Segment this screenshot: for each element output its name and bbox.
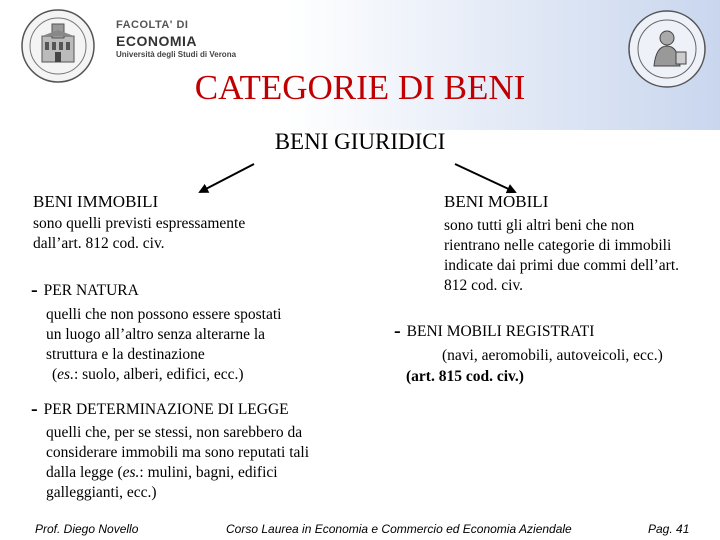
- arrow-to-mobili: [455, 164, 515, 192]
- per-legge-bullet: [31, 398, 289, 421]
- footer-page-number: Pag. 41: [648, 522, 690, 536]
- per-legge-line: quelli che, per se stessi, non sarebbero da: [46, 424, 303, 441]
- per-natura-example: [46, 365, 281, 385]
- per-legge-line: [46, 463, 309, 483]
- per-legge-text: [46, 423, 309, 503]
- immobili-desc-line: sono quelli previsti espressamente: [33, 215, 246, 232]
- university-name: Università degli Studi di Verona: [116, 50, 237, 59]
- mobili-registrati-heading: BENI MOBILI REGISTRATI: [406, 323, 595, 340]
- faculty-name: ECONOMIA: [116, 33, 197, 49]
- per-legge-line: considerare immobili ma sono reputati tali: [46, 444, 310, 461]
- es-abbrev: es.: [122, 464, 140, 481]
- mobili-registrati-reference: (art. 815 cod. civ.): [406, 368, 524, 385]
- per-legge-line: galleggianti, ecc.): [46, 484, 157, 501]
- mobili-registrati-bullet: [394, 320, 594, 343]
- arrow-to-immobili: [200, 164, 254, 192]
- mobili-desc-line: rientrano nelle categorie di immobili: [444, 237, 672, 254]
- mobili-desc-line: 812 cod. civ.: [444, 277, 524, 294]
- law-text: : mulini, bagni, edifici: [139, 464, 278, 481]
- mobili-desc-line: sono tutti gli altri beni che non: [444, 217, 635, 234]
- mobili-desc-line: indicate dai primi due commi dell’art.: [444, 257, 680, 274]
- immobili-desc-line: dall’art. 812 cod. civ.: [33, 235, 165, 252]
- mobili-description: [444, 216, 679, 296]
- immobili-description: [33, 214, 245, 254]
- slide-subtitle: BENI GIURIDICI: [274, 129, 446, 154]
- footer-course: Corso Laurea in Economia e Commercio ed Economia Aziendale: [226, 522, 572, 536]
- immobili-heading: BENI IMMOBILI: [33, 192, 159, 211]
- footer-author: Prof. Diego Novello: [35, 522, 139, 536]
- slide-title: CATEGORIE DI BENI: [194, 68, 526, 107]
- header-background: [0, 0, 720, 130]
- es-abbrev: es.: [57, 366, 74, 383]
- paren: (: [52, 366, 58, 383]
- example-list: : suolo, alberi, edifici, ecc.): [73, 366, 244, 383]
- per-natura-line: quelli che non possono essere spostati: [46, 306, 282, 323]
- per-natura-text: [46, 305, 281, 385]
- law-text: dalla legge (: [46, 464, 123, 481]
- per-natura-heading: PER NATURA: [43, 282, 139, 299]
- faculty-line-1: FACOLTA' DI: [116, 19, 189, 31]
- per-natura-line: un luogo all’altro senza alterarne la: [46, 326, 266, 343]
- bullet-dash: -: [394, 320, 401, 342]
- per-natura-line: struttura e la destinazione: [46, 346, 205, 363]
- bullet-dash: -: [31, 398, 38, 420]
- mobili-registrati-examples: (navi, aeromobili, autoveicoli, ecc.): [442, 347, 663, 364]
- bullet-dash: -: [31, 279, 38, 301]
- per-legge-heading: PER DETERMINAZIONE DI LEGGE: [43, 401, 289, 418]
- mobili-heading: BENI MOBILI: [444, 192, 549, 211]
- faculty-label: [116, 20, 236, 59]
- per-natura-bullet: [31, 279, 139, 302]
